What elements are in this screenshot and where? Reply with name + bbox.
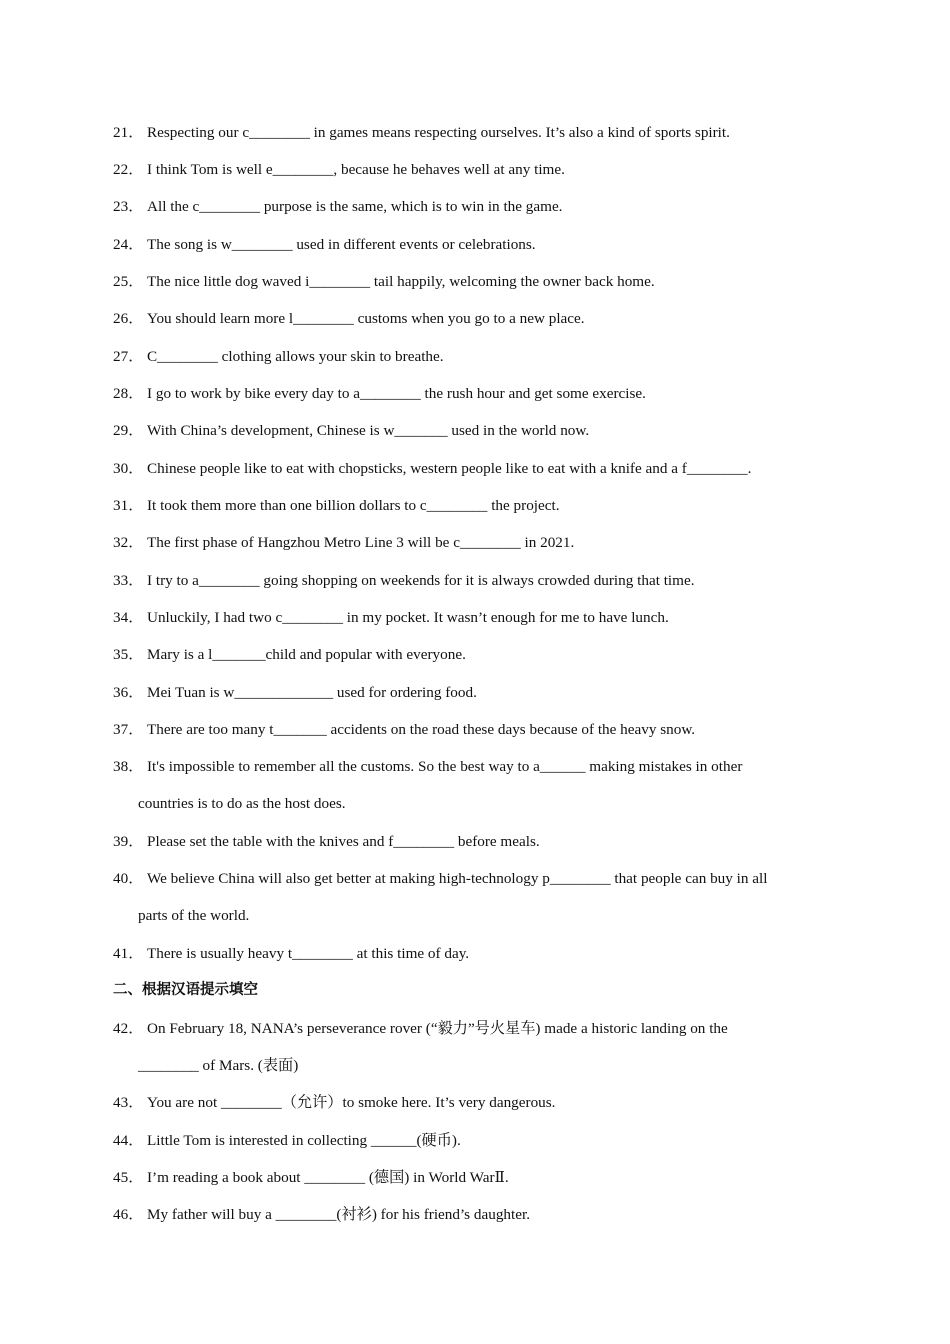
question-number: 34．	[113, 609, 144, 626]
section-heading: 二、根据汉语提示填空	[113, 982, 258, 998]
question-text: The nice little dog waved i________ tail happily, welcoming the owner back home.	[147, 273, 655, 290]
question-text: I go to work by bike every day to a________ the rush hour and get some exercise.	[147, 385, 646, 402]
question-33	[113, 562, 837, 599]
question-23	[113, 188, 837, 225]
question-41	[113, 935, 837, 972]
question-text: I think Tom is well e________, because he behaves well at any time.	[147, 161, 565, 178]
question-text: Respecting our c________ in games means respecting ourselves. It’s also a kind of sports spirit.	[147, 124, 730, 141]
question-number: 25．	[113, 273, 144, 290]
question-29	[113, 412, 837, 449]
question-number: 41．	[113, 945, 144, 962]
question-text: I’m reading a book about ________ (德国) in World WarⅡ.	[147, 1169, 509, 1186]
question-text: My father will buy a ________(衬衫) for his friend’s daughter.	[147, 1206, 530, 1223]
question-text-continued: parts of the world.	[138, 907, 250, 925]
question-21	[113, 114, 837, 151]
question-38	[113, 748, 837, 823]
question-text: All the c________ purpose is the same, which is to win in the game.	[147, 198, 563, 215]
question-number: 33．	[113, 572, 144, 589]
question-37	[113, 711, 837, 748]
question-35	[113, 636, 837, 673]
question-number: 45．	[113, 1169, 144, 1186]
question-number: 24．	[113, 236, 144, 253]
question-text: With China’s development, Chinese is w_______ used in the world now.	[147, 422, 590, 439]
question-text: The song is w________ used in different events or celebrations.	[147, 236, 536, 253]
question-text: It's impossible to remember all the customs. So the best way to a______ making mistakes in other	[147, 758, 743, 775]
question-number: 43．	[113, 1094, 144, 1111]
question-text: On February 18, NANA’s perseverance rover (“毅力”号火星车) made a historic landing on the	[147, 1020, 728, 1037]
question-28	[113, 375, 837, 412]
question-text: Please set the table with the knives and f________ before meals.	[147, 833, 540, 850]
question-text: It took them more than one billion dollars to c________ the project.	[147, 497, 560, 514]
question-39	[113, 823, 837, 860]
question-number: 36．	[113, 684, 144, 701]
question-text: C________ clothing allows your skin to breathe.	[147, 348, 444, 365]
question-number: 26．	[113, 310, 144, 327]
question-text: Little Tom is interested in collecting ______(硬币).	[147, 1132, 461, 1149]
question-number: 40．	[113, 870, 144, 887]
question-text: Mary is a l_______child and popular with everyone.	[147, 646, 466, 663]
question-text: Mei Tuan is w_____________ used for ordering food.	[147, 684, 477, 701]
question-number: 27．	[113, 348, 144, 365]
question-number: 29．	[113, 422, 144, 439]
question-number: 38．	[113, 758, 144, 775]
question-number: 31．	[113, 497, 144, 514]
question-text: We believe China will also get better at making high-technology p________ that people can buy in all	[147, 870, 768, 887]
question-25	[113, 263, 837, 300]
question-number: 32．	[113, 534, 144, 551]
question-text: You are not ________（允许）to smoke here. It’s very dangerous.	[147, 1094, 556, 1111]
question-number: 35．	[113, 646, 144, 663]
question-text: The first phase of Hangzhou Metro Line 3 will be c________ in 2021.	[147, 534, 575, 551]
question-30	[113, 450, 837, 487]
question-36	[113, 674, 837, 711]
question-number: 22．	[113, 161, 144, 178]
question-34	[113, 599, 837, 636]
question-number: 21．	[113, 124, 144, 141]
question-number: 28．	[113, 385, 144, 402]
question-45	[113, 1159, 837, 1196]
question-number: 37．	[113, 721, 144, 738]
question-text-continued: ________ of Mars. (表面)	[138, 1057, 299, 1075]
question-44	[113, 1122, 837, 1159]
question-text: There is usually heavy t________ at this time of day.	[147, 945, 470, 962]
question-number: 44．	[113, 1132, 144, 1149]
question-number: 42．	[113, 1020, 144, 1037]
question-43	[113, 1084, 837, 1121]
question-text-continued: countries is to do as the host does.	[138, 795, 346, 813]
question-text: You should learn more l________ customs when you go to a new place.	[147, 310, 585, 327]
question-text: There are too many t_______ accidents on the road these days because of the heavy snow.	[147, 721, 696, 738]
question-text: Chinese people like to eat with chopsticks, western people like to eat with a knife and a f________.	[147, 460, 752, 477]
question-42	[113, 1010, 837, 1085]
question-number: 23．	[113, 198, 144, 215]
question-26	[113, 300, 837, 337]
question-number: 30．	[113, 460, 144, 477]
question-text: Unluckily, I had two c________ in my pocket. It wasn’t enough for me to have lunch.	[147, 609, 669, 626]
question-24	[113, 226, 837, 263]
question-46	[113, 1196, 837, 1233]
question-number: 39．	[113, 833, 144, 850]
question-32	[113, 524, 837, 561]
question-31	[113, 487, 837, 524]
question-text: I try to a________ going shopping on weekends for it is always crowded during that time.	[147, 572, 695, 589]
question-40	[113, 860, 837, 935]
question-number: 46．	[113, 1206, 144, 1223]
question-22	[113, 151, 837, 188]
question-27	[113, 338, 837, 375]
